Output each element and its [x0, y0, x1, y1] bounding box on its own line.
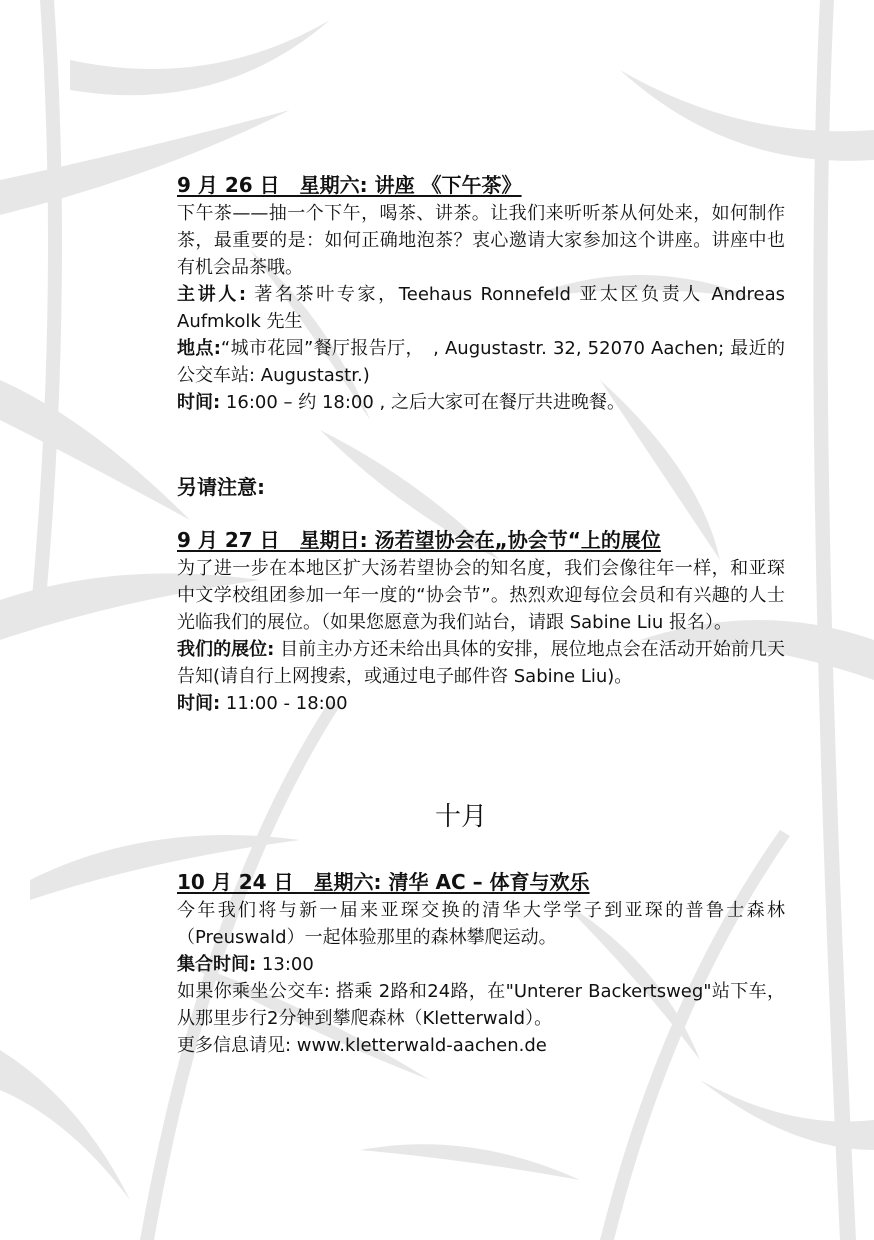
event-description: 今年我们将与新一届来亚琛交换的清华大学学子到亚琛的普鲁士森林（Preuswald）一起体验那里的森林攀爬运动。: [177, 900, 785, 948]
event-description: 为了进一步在本地区扩大汤若望协会的知名度，我们会像往年一样，和亚琛中文学校组团参加一年一度的“协会节”。热烈欢迎每位会员和有兴趣的人士光临我们的展位。（如果您愿意为我们站台，请跟 Sabine Liu 报名）。: [177, 558, 785, 633]
location-value: “城市花园”餐厅报告厅， , Augustastr. 32, 52070 Aachen; 最近的公交车站: Augustastr.): [177, 338, 785, 386]
speaker-label: 主讲人:: [177, 284, 247, 305]
more-info-link[interactable]: 更多信息请见: www.kletterwald-aachen.de: [177, 1035, 547, 1056]
time-line: [177, 389, 785, 416]
event-heading: 9 月 26 日 星期六: 讲座 《下午茶》: [177, 173, 522, 197]
time-value: 16:00 – 约 18:00 , 之后大家可在餐厅共进晚餐。: [220, 392, 625, 413]
time-label: 时间:: [177, 693, 221, 714]
booth-label: 我们的展位:: [177, 639, 275, 660]
booth-value: 目前主办方还未给出具体的安排，展位地点会在活动开始前几天告知(请自行上网搜索，或通过电子邮件咨 Sabine Liu)。: [177, 639, 786, 687]
event-heading: 9 月 27 日 星期日: 汤若望协会在„协会节“上的展位: [177, 528, 661, 552]
speaker-value: 著名茶叶专家，Teehaus Ronnefeld 亚太区负责人 Andreas Aufmkolk 先生: [177, 284, 785, 332]
event-tsinghua-ac: [177, 867, 785, 1059]
bus-info: 如果你乘坐公交车: 搭乘 2路和24路，在"Unterer Backertsweg"站下车，从那里步行2分钟到攀爬森林（Kletterwald）。: [177, 981, 785, 1029]
note-heading: 另请注意:: [177, 475, 265, 499]
meet-time-value: 13:00: [256, 954, 314, 975]
time-value: 11:00 - 18:00: [220, 693, 348, 714]
location-label: 地点:: [177, 338, 221, 359]
time-label: 时间:: [177, 392, 221, 413]
booth-line: [177, 636, 785, 690]
event-description: 下午茶——抽一个下午，喝茶、讲茶。让我们来听听茶从何处来，如何制作茶，最重要的是：如何正确地泡茶？衷心邀请大家参加这个讲座。讲座中也有机会品茶哦。: [177, 203, 785, 278]
month-heading: 十月: [434, 802, 487, 832]
event-association-festival: [177, 525, 785, 717]
meet-time-line: [177, 951, 785, 978]
event-heading: 10 月 24 日 星期六: 清华 AC – 体育与欢乐: [177, 870, 590, 894]
event-afternoon-tea: [177, 170, 785, 416]
speaker-line: [177, 281, 785, 335]
meet-time-label: 集合时间:: [177, 954, 257, 975]
time-line: [177, 690, 785, 717]
location-line: [177, 335, 785, 389]
